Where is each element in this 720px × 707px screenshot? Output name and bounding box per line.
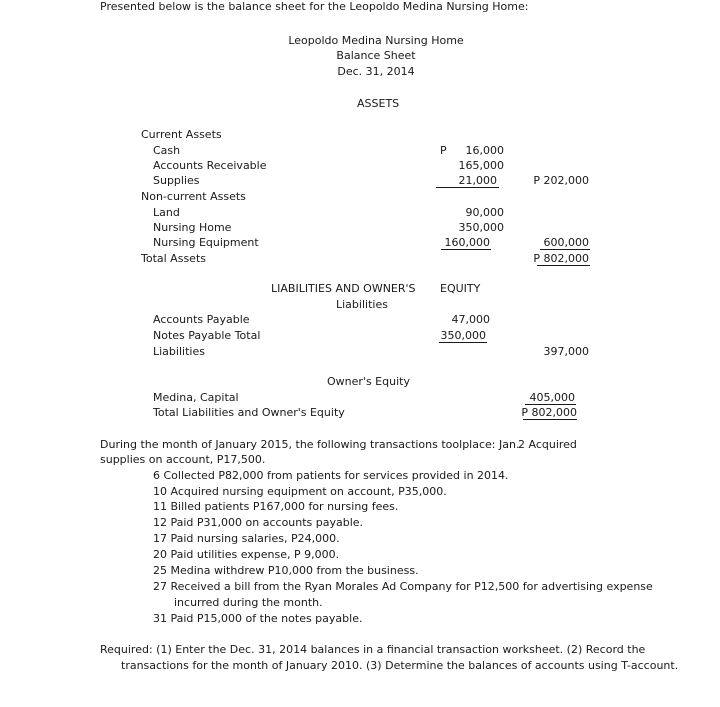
underline bbox=[439, 342, 487, 343]
nursing-home-amount: 350,000 bbox=[458, 221, 504, 234]
transactions-intro-cont: supplies on account, P17,500. bbox=[100, 453, 266, 466]
notes-payable-label: Notes Payable Total bbox=[153, 329, 261, 342]
transactions-intro: During the month of January 2015, the following transactions toolplace: Jan. bbox=[100, 438, 520, 451]
owners-equity-heading: Owner's Equity bbox=[327, 375, 410, 388]
current-assets-total: P 202,000 bbox=[533, 174, 589, 187]
required-line2: transactions for the month of January 2010. (3) Determine the balances of accounts using T-account. bbox=[121, 659, 679, 672]
transactions-intro-tail: 2 Acquired bbox=[518, 438, 577, 451]
transaction-item: 12 Paid P31,000 on accounts payable. bbox=[153, 516, 364, 529]
transaction-item: 10 Acquired nursing equipment on account, P35,000. bbox=[153, 485, 447, 498]
underline bbox=[537, 265, 590, 266]
equipment-label: Nursing Equipment bbox=[153, 236, 259, 249]
current-assets-label: Current Assets bbox=[141, 128, 222, 141]
cash-label: Cash bbox=[153, 144, 181, 157]
liabilities-heading: LIABILITIES AND OWNER'S bbox=[271, 282, 416, 295]
liabilities-subheading: Liabilities bbox=[336, 298, 388, 311]
underline bbox=[540, 249, 590, 250]
statement-date: Dec. 31, 2014 bbox=[337, 65, 415, 78]
total-liab-equity-amount: P 802,000 bbox=[521, 406, 577, 419]
land-label: Land bbox=[153, 206, 180, 219]
cash-amount: 16,000 bbox=[465, 144, 504, 157]
supplies-label: Supplies bbox=[153, 174, 200, 187]
nursing-home-label: Nursing Home bbox=[153, 221, 232, 234]
transaction-item: 20 Paid utilities expense, P 9,000. bbox=[153, 548, 340, 561]
underline bbox=[436, 187, 499, 188]
capital-amount: 405,000 bbox=[529, 391, 575, 404]
transaction-item: 6 Collected P82,000 from patients for services provided in 2014. bbox=[153, 469, 509, 482]
transaction-item: 11 Billed patients P167,000 for nursing fees. bbox=[153, 500, 399, 513]
accounts-payable-amount: 47,000 bbox=[451, 313, 490, 326]
transaction-item-cont: incurred during the month. bbox=[174, 596, 323, 609]
accounts-payable-label: Accounts Payable bbox=[153, 313, 250, 326]
noncurrent-assets-total: 600,000 bbox=[543, 236, 589, 249]
notes-payable-amount: 350,000 bbox=[440, 329, 486, 342]
intro-text: Presented below is the balance sheet for the Leopoldo Medina Nursing Home: bbox=[100, 0, 529, 13]
underline bbox=[441, 249, 491, 250]
total-assets-amount: P 802,000 bbox=[533, 252, 589, 265]
transaction-item: 27 Received a bill from the Ryan Morales Ad Company for P12,500 for advertising expense bbox=[153, 580, 653, 593]
land-amount: 90,000 bbox=[465, 206, 504, 219]
underline bbox=[525, 404, 576, 405]
transaction-item: 25 Medina withdrew P10,000 from the business. bbox=[153, 564, 419, 577]
supplies-amount: 21,000 bbox=[458, 174, 497, 187]
underline bbox=[523, 419, 577, 420]
required-line1: Required: (1) Enter the Dec. 31, 2014 balances in a financial transaction worksheet. (2) Record the bbox=[100, 643, 646, 656]
statement-title: Balance Sheet bbox=[336, 49, 416, 62]
company-name: Leopoldo Medina Nursing Home bbox=[288, 34, 464, 47]
equity-heading-word: EQUITY bbox=[440, 282, 481, 295]
transaction-item: 31 Paid P15,000 of the notes payable. bbox=[153, 612, 363, 625]
capital-label: Medina, Capital bbox=[153, 391, 239, 404]
total-liabilities-amount: 397,000 bbox=[543, 345, 589, 358]
total-assets-label: Total Assets bbox=[141, 252, 206, 265]
total-liabilities-label: Liabilities bbox=[153, 345, 205, 358]
ar-label: Accounts Receivable bbox=[153, 159, 267, 172]
peso-sign: P bbox=[440, 144, 447, 157]
ar-amount: 165,000 bbox=[458, 159, 504, 172]
transaction-item: 17 Paid nursing salaries, P24,000. bbox=[153, 532, 340, 545]
assets-heading: ASSETS bbox=[357, 97, 400, 110]
equipment-amount: 160,000 bbox=[444, 236, 490, 249]
total-liab-equity-label: Total Liabilities and Owner's Equity bbox=[153, 406, 345, 419]
noncurrent-assets-label: Non-current Assets bbox=[141, 190, 246, 203]
